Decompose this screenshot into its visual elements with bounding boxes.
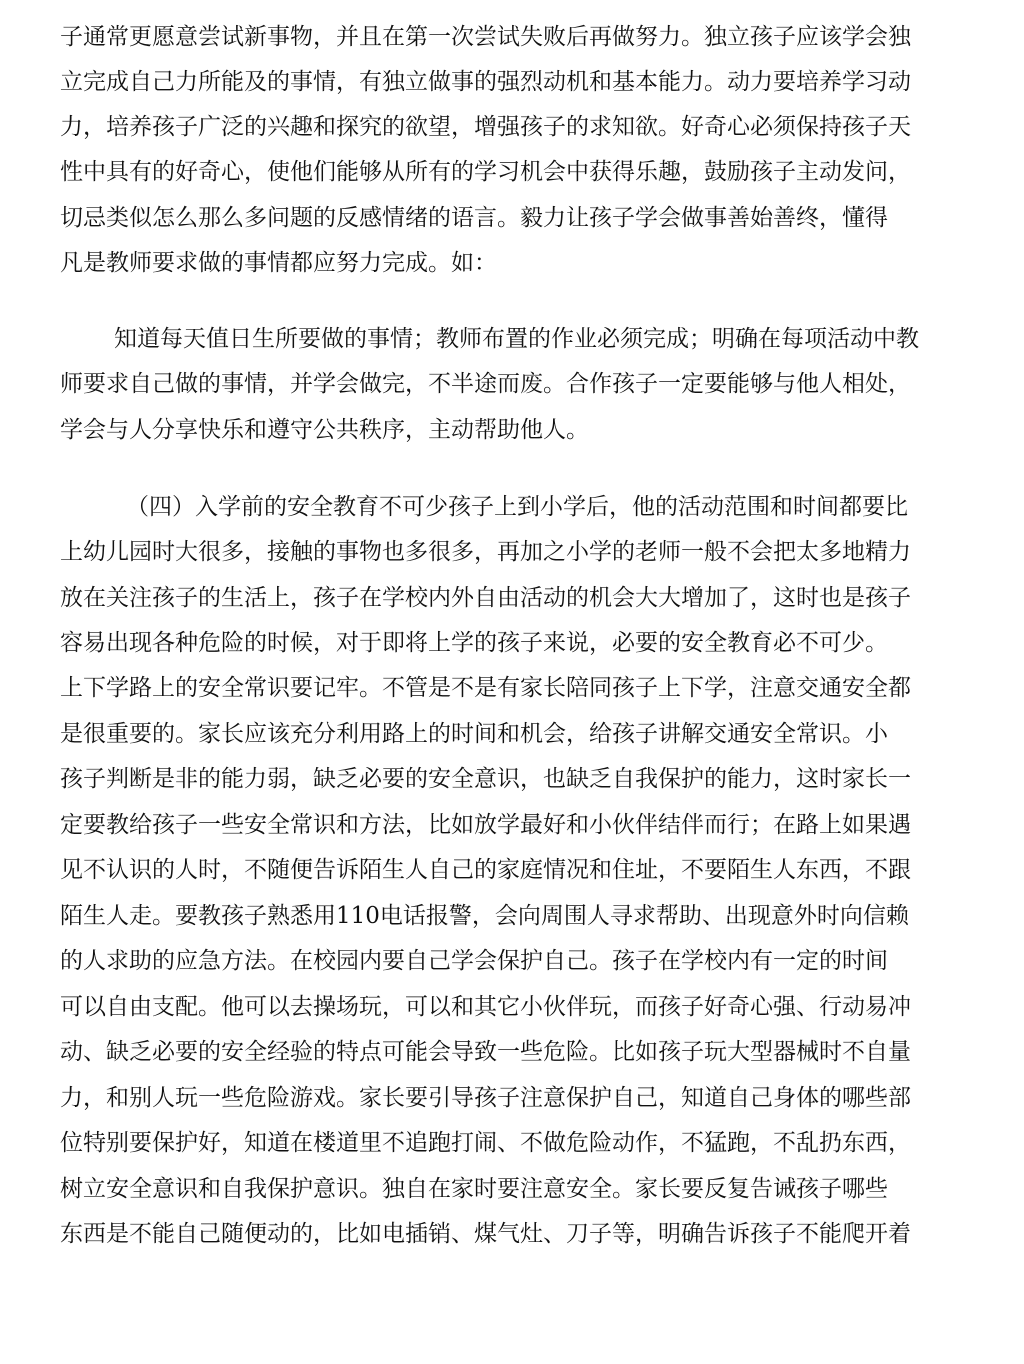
text-line-26: 东西是不能自己随便动的，比如电插销、煤气灶、刀子等，明确告诉孩子不能爬开着 (60, 1221, 911, 1247)
text-line-7: 知道每天值日生所要做的事情；教师布置的作业必须完成；明确在每项活动中教 (114, 326, 919, 352)
text-line-17: 定要教给孩子一些安全常识和方法，比如放学最好和小伙伴结伴而行；在路上如果遇 (60, 812, 911, 838)
text-line-14: 上下学路上的安全常识要记牢。不管是不是有家长陪同孩子上下学，注意交通安全都 (60, 675, 911, 701)
text-line-19: 陌生人走。要教孩子熟悉用110电话报警，会向周围人寻求帮助、出现意外时向信赖 (60, 903, 909, 929)
text-line-3: 力，培养孩子广泛的兴趣和探究的欲望，增强孩子的求知欲。好奇心必须保持孩子天 (60, 114, 911, 140)
text-line-13: 容易出现各种危险的时候，对于即将上学的孩子来说，必要的安全教育必不可少。 (60, 630, 888, 656)
text-line-18: 见不认识的人时，不随便告诉陌生人自己的家庭情况和住址，不要陌生人东西，不跟 (60, 857, 911, 883)
text-line-21: 可以自由支配。他可以去操场玩，可以和其它小伙伴玩，而孩子好奇心强、行动易冲 (60, 994, 911, 1020)
text-line-24: 位特别要保护好，知道在楼道里不追跑打闹、不做危险动作，不猛跑，不乱扔东西， (60, 1130, 911, 1156)
text-line-4: 性中具有的好奇心，使他们能够从所有的学习机会中获得乐趣，鼓励孩子主动发问， (60, 159, 911, 185)
text-line-16: 孩子判断是非的能力弱，缺乏必要的安全意识，也缺乏自我保护的能力，这时家长一 (60, 766, 911, 792)
text-line-2: 立完成自己力所能及的事情，有独立做事的强烈动机和基本能力。动力要培养学习动 (60, 69, 911, 95)
text-line-10: （四）入学前的安全教育不可少孩子上到小学后，他的活动范围和时间都要比 (126, 494, 908, 520)
text-line-5: 切忌类似怎么那么多问题的反感情绪的语言。毅力让孩子学会做事善始善终，懂得 (60, 205, 888, 231)
text-line-20: 的人求助的应急方法。在校园内要自己学会保护自己。孩子在学校内有一定的时间 (60, 948, 888, 974)
text-line-11: 上幼儿园时大很多，接触的事物也多很多，再加之小学的老师一般不会把太多地精力 (60, 539, 911, 565)
text-line-9: 学会与人分享快乐和遵守公共秩序，主动帮助他人。 (60, 417, 589, 443)
text-line-6: 凡是教师要求做的事情都应努力完成。如： (60, 250, 497, 276)
text-line-23: 力，和别人玩一些危险游戏。家长要引导孩子注意保护自己，知道自己身体的哪些部 (60, 1085, 911, 1111)
text-line-1: 子通常更愿意尝试新事物，并且在第一次尝试失败后再做努力。独立孩子应该学会独 (60, 24, 911, 50)
text-line-15: 是很重要的。家长应该充分利用路上的时间和机会，给孩子讲解交通安全常识。小 (60, 721, 888, 747)
text-line-12: 放在关注孩子的生活上，孩子在学校内外自由活动的机会大大增加了，这时也是孩子 (60, 585, 911, 611)
text-line-25: 树立安全意识和自我保护意识。独自在家时要注意安全。家长要反复告诫孩子哪些 (60, 1176, 888, 1202)
text-line-8: 师要求自己做的事情，并学会做完，不半途而废。合作孩子一定要能够与他人相处， (60, 371, 911, 397)
text-line-22: 动、缺乏必要的安全经验的特点可能会导致一些危险。比如孩子玩大型器械时不自量 (60, 1039, 911, 1065)
